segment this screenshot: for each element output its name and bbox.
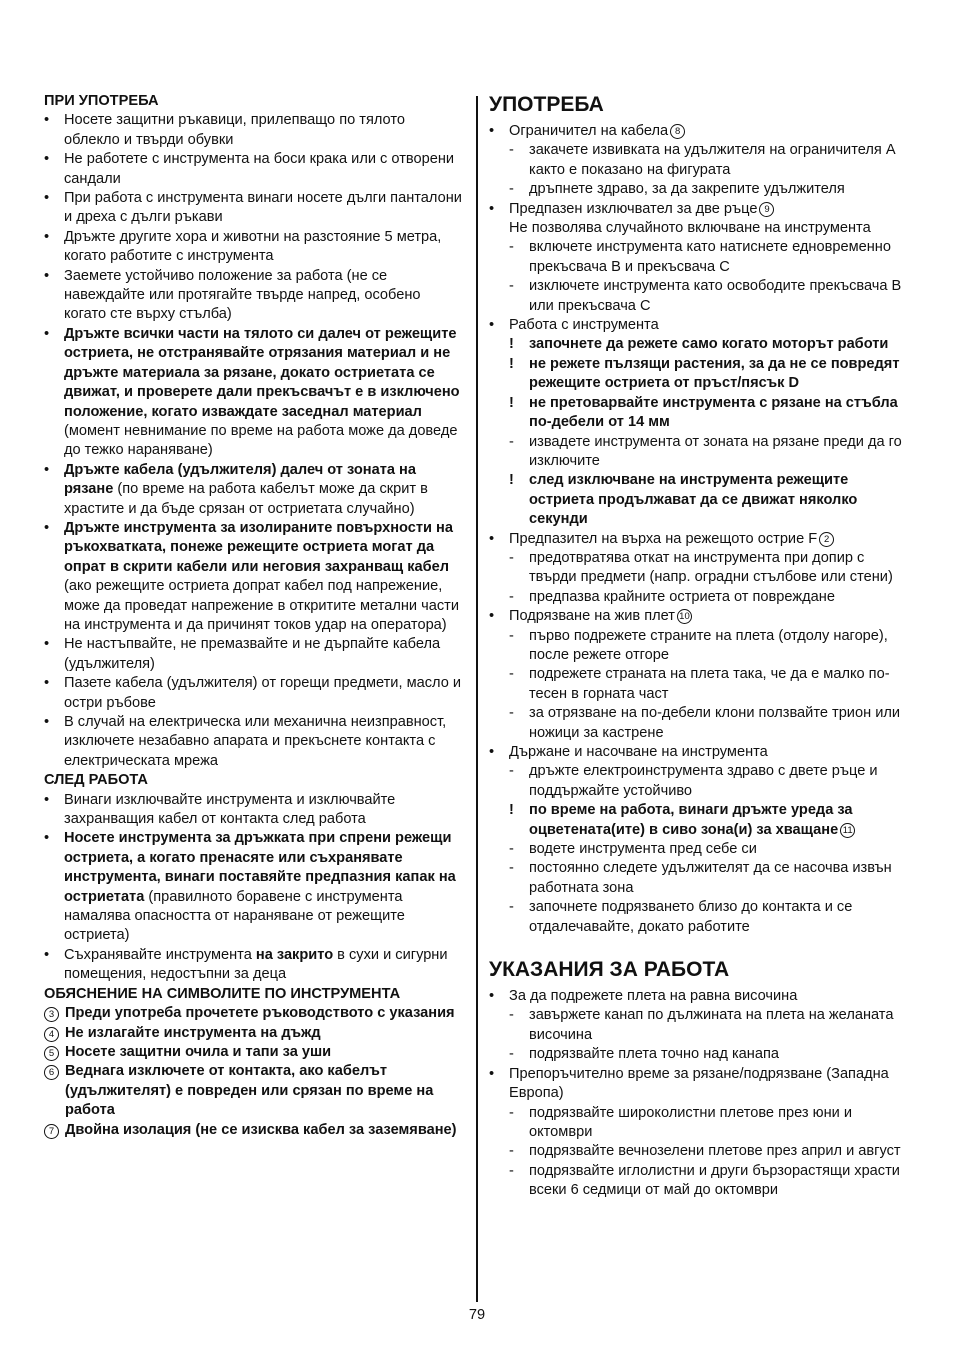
symbol-item xyxy=(44,1043,464,1062)
dash-item: - подрязвайте вечнозелени плетове през април и август xyxy=(489,1142,914,1161)
list-item: • Пазете кабела (удължителя) от горещи предмети, масло и остри ръбове xyxy=(44,674,464,713)
warning-item: ! не режете пълзящи растения, за да не се повредят режещите остриета от пръст/пясък D xyxy=(489,355,914,394)
symbol-item xyxy=(44,1121,464,1140)
text: Ограничител на кабела xyxy=(509,123,669,139)
dash-item: - предотвратява откат на инструмента при допир с твърди предмети (напр. оградни стълбове или стени) xyxy=(489,549,914,588)
symbol-item xyxy=(44,1024,464,1043)
symbol-item xyxy=(44,1004,464,1023)
text: в сухи и сигурни помещения, недостъпни за деца xyxy=(64,946,448,983)
circled-number: 7 xyxy=(44,1124,59,1139)
bold-text: Носете инструмента за дръжката при спрени режещи остриета, а когато пренасяте или съхранявате инструмента, винаги поставяйте предпазния капак на остриетата xyxy=(64,830,456,905)
column-divider xyxy=(476,96,478,1302)
bold-text: Дръжте кабела (удължителя) далеч от зоната на рязане xyxy=(64,461,416,498)
text: (момент невнимание по време на работа може да доведе до тежко нараняване) xyxy=(64,422,458,459)
circled-number: 3 xyxy=(44,1007,59,1022)
dash-item: - първо подрежете страните на плета (отдолу нагоре), после режете отгоре xyxy=(489,627,914,666)
dash-item: - водете инструмента пред себе си xyxy=(489,840,914,859)
text: Носете защитни очила и тапи за уши xyxy=(65,1043,332,1060)
text: Съхранявайте инструмента xyxy=(64,946,256,963)
circled-number: 4 xyxy=(44,1027,59,1042)
list-item xyxy=(489,607,914,626)
dash-item: - дръжте електроинструмента здраво с двете ръце и поддържайте устойчиво xyxy=(489,762,914,801)
list-item: • Заемете устойчиво положение за работа (не се навеждайте или протягайте твърде напред, особено когато сте върху стълба) xyxy=(44,267,464,325)
text: Веднага изключете от контакта, ако кабелът (удължителят) е повреден или срязан по време на работа xyxy=(65,1063,434,1119)
heading-usage: УПОТРЕБА xyxy=(489,93,604,116)
dash-item: - включете инструмента като натиснете едновременно прекъсвача B и прекъсвача C xyxy=(489,238,914,277)
text: (правилното боравене с инструмента намалява опасността от нараняване от режещите остриета) xyxy=(64,888,405,944)
warning-item: ! започнете да режете само когато моторът работи xyxy=(489,335,914,354)
list-item xyxy=(44,946,464,985)
section-title-during-use: ПРИ УПОТРЕБА xyxy=(44,93,159,109)
text: (по време на работа кабелът може да скрит в храстите и да бъде срязан от остриетата случайно) xyxy=(64,481,428,517)
dash-item: - изключете инструмента като освободите прекъсвача B или прекъсвача C xyxy=(489,277,914,316)
list-item xyxy=(489,200,914,219)
list-item xyxy=(44,325,464,461)
circled-number: 8 xyxy=(670,124,685,139)
warning-item xyxy=(489,801,914,840)
text: Двойна изолация (не се изисква кабел за заземяване) xyxy=(65,1121,457,1138)
list-item xyxy=(44,519,464,635)
dash-item: - подрязвайте плета точно над канапа xyxy=(489,1045,914,1064)
warning-item: ! не претоварвайте инструмента с рязане на стъбла по-дебели от 14 мм xyxy=(489,394,914,433)
list-item: • Държане и насочване на инструмента xyxy=(489,743,914,762)
page-number: 79 xyxy=(468,1307,486,1323)
dash-item: - подрязвайте иглолистни и други бързорастящи храсти всеки 6 седмици от май до октомври xyxy=(489,1162,914,1201)
dash-item: - закачете извивката на удължителя на ограничителя A както е показано на фигурата xyxy=(489,141,914,180)
text: Не позволява случайното включване на инструмента xyxy=(509,220,871,237)
circled-number: 5 xyxy=(44,1046,59,1061)
circled-number: 11 xyxy=(840,823,855,838)
circled-number: 2 xyxy=(819,532,834,547)
text: Подрязване на жив плет xyxy=(509,608,675,625)
dash-item: - завържете канап по дължината на плета на желаната височина xyxy=(489,1006,914,1045)
circled-number: 10 xyxy=(677,609,692,624)
circled-number: 6 xyxy=(44,1065,59,1080)
section-title-symbols: ОБЯСНЕНИЕ НА СИМВОЛИТЕ ПО ИНСТРУМЕНТА xyxy=(44,985,401,1002)
list-item: • Препоръчително време за рязане/подрязване (Западна Европа) xyxy=(489,1065,914,1104)
list-item: • Не работете с инструмента на боси крака или с отворени сандали xyxy=(44,150,464,189)
dash-item: - извадете инструмента от зоната на рязане преди да го изключите xyxy=(489,433,914,472)
heading-work-instructions: УКАЗАНИЯ ЗА РАБОТА xyxy=(489,958,730,982)
circled-number: 9 xyxy=(759,202,774,217)
warning-item: ! след изключване на инструмента режещите остриета продължават да се движат няколко секунди xyxy=(489,471,914,529)
list-item: • В случай на електрическа или механична неизправност, изключете незабавно апарата и прекъснете контакта с електрическата мрежа xyxy=(44,713,464,771)
list-item xyxy=(489,122,914,141)
list-item: • Дръжте другите хора и животни на разстояние 5 метра, когато работите с инструмента xyxy=(44,228,464,267)
dash-item: - постоянно следете удължителят да се насочва извън работната зона xyxy=(489,859,914,898)
left-column xyxy=(44,92,464,1140)
list-item: • Носете защитни ръкавици, прилепващо по тялото облекло и твърди обувки xyxy=(44,111,464,150)
text: Предпазен изключвател за две ръце xyxy=(509,200,758,217)
right-column xyxy=(489,92,914,1201)
bold-text: Дръжте инструмента за изолираните повърхности на ръкохватката, понеже режещите остриета могат да опрат в скрити кабели или неговия захранващ кабел xyxy=(64,519,453,575)
list-item xyxy=(44,461,464,519)
text: Предпазител на върха на режещото острие F xyxy=(509,530,818,547)
list-item: • Винаги изключвайте инструмента и изключвайте захранващия кабел от контакта след работа xyxy=(44,791,464,830)
list-item: • Работа с инструмента xyxy=(489,316,914,335)
bold-text: на закрито xyxy=(255,946,334,963)
symbol-item xyxy=(44,1062,464,1120)
list-item xyxy=(44,829,464,945)
list-item: • За да подрежете плета на равна височина xyxy=(489,987,914,1006)
list-item: • Не настъпвайте, не премазвайте и не дърпайте кабела (удължителя) xyxy=(44,635,464,674)
bold-text: Дръжте всички части на тялото си далеч от режещите остриета, не отстранявайте отрязания материал и не дръжте материала за рязане, докато остриетата се движат, и проверете дали прекъсвачът е в изключено положение, когато изваждате заседнал материал xyxy=(64,325,460,420)
text: по време на работа, винаги дръжте уреда за оцветената(ите) в сиво зона(и) за хващане xyxy=(529,802,853,838)
text: (ако режещите остриета допрат кабел под напрежение, може да проведат напрежение в откритите метални части на инструмента и да причинят токов удар на оператора) xyxy=(64,578,459,633)
dash-item: - за отрязване на по-дебели клони ползвайте трион или ножици за кастрене xyxy=(489,704,914,743)
list-item: • При работа с инструмента винаги носете дълги панталони и дреха с дълги ръкави xyxy=(44,189,464,228)
text: Преди употреба прочетете ръководството с указания xyxy=(65,1005,455,1022)
section-title-after-work: СЛЕД РАБОТА xyxy=(44,772,148,789)
list-item xyxy=(489,530,914,549)
dash-item: - започнете подрязването близо до контакта и се отдалечавайте, докато работите xyxy=(489,898,914,937)
text: Не излагайте инструмента на дъжд xyxy=(65,1024,321,1041)
dash-item: - дръпнете здраво, за да закрепите удължителя xyxy=(489,180,914,199)
dash-item: - подрежете страната на плета така, че да е малко по-тесен в горната част xyxy=(489,665,914,704)
dash-item: - подрязвайте широколистни плетове през юни и октомври xyxy=(489,1104,914,1143)
dash-item: - предпазва крайните остриета от повреждане xyxy=(489,588,914,607)
